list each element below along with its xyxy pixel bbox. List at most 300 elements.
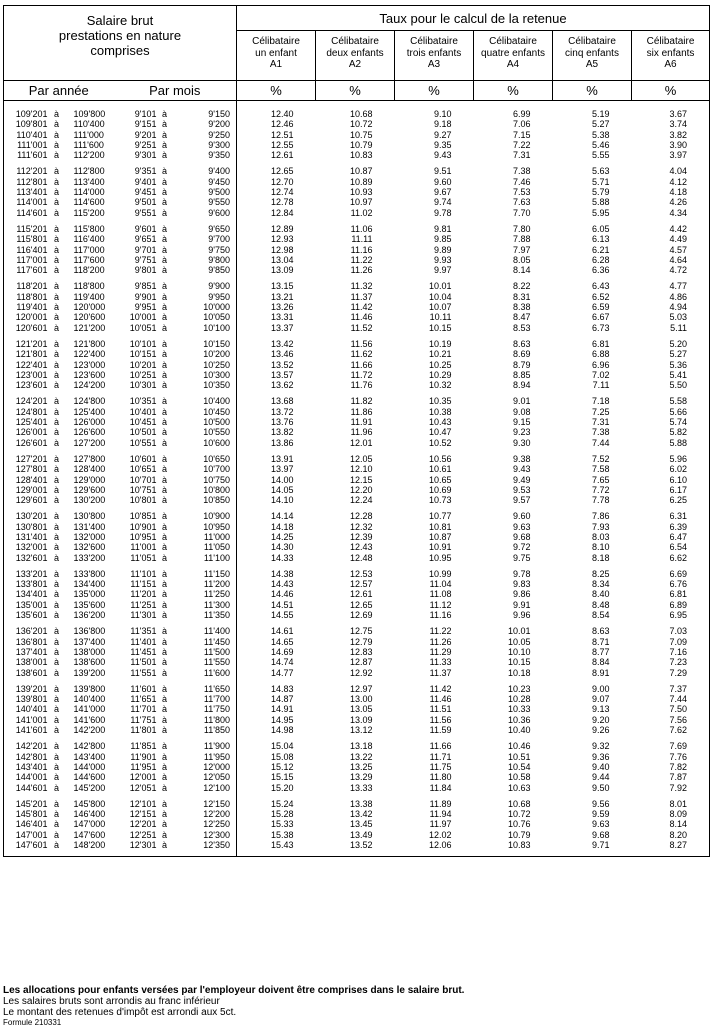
rate-a3: 11.80 bbox=[429, 772, 452, 783]
rate-a1: 14.05 bbox=[237, 485, 316, 495]
year-sep: à bbox=[53, 694, 59, 705]
month-to: 10'700 bbox=[203, 464, 230, 475]
year-from: 123'601 bbox=[15, 380, 48, 391]
year-from: 115'201 bbox=[16, 223, 48, 234]
rate-a2: 10.89 bbox=[349, 176, 373, 187]
year-from: 123'001 bbox=[15, 369, 48, 380]
rate-a4: 8.79 bbox=[512, 359, 531, 370]
rate-a5: 8.34 bbox=[591, 579, 610, 590]
rate-a4: 8.38 bbox=[512, 302, 531, 313]
rate-a3: 9.78 bbox=[433, 207, 452, 218]
year-from: 147'601 bbox=[15, 840, 48, 850]
month-to: 11'400 bbox=[203, 626, 230, 637]
rate-a5: 5.19 bbox=[591, 109, 610, 119]
year-to: 124'800 bbox=[73, 396, 106, 407]
rate-a2: 12.24 bbox=[349, 495, 373, 506]
table-row bbox=[4, 197, 710, 207]
year-sep: à bbox=[53, 511, 59, 522]
table-row bbox=[4, 704, 710, 714]
rate-header: Taux pour le calcul de la retenue bbox=[237, 6, 710, 31]
month-from: 9'551 bbox=[134, 207, 157, 218]
table-row bbox=[4, 464, 710, 474]
rate-a3: 9.43 bbox=[433, 150, 452, 161]
rate-a5: 5.79 bbox=[591, 187, 610, 198]
year-sep: à bbox=[53, 521, 59, 532]
year-to: 121'200 bbox=[73, 322, 106, 333]
rate-a3: 9.93 bbox=[433, 254, 452, 265]
rate-a2: 13.25 bbox=[349, 761, 373, 772]
table-row bbox=[4, 360, 710, 370]
year-sep: à bbox=[53, 359, 59, 370]
table-row bbox=[4, 177, 710, 187]
rate-a3: 9.97 bbox=[433, 265, 452, 276]
rate-a2: 12.87 bbox=[349, 657, 373, 668]
month-to: 11'150 bbox=[203, 568, 230, 579]
year-from: 138'601 bbox=[15, 667, 48, 678]
rate-a6: 6.76 bbox=[669, 579, 687, 590]
year-to: 127'200 bbox=[73, 437, 106, 448]
month-sep: à bbox=[161, 223, 167, 234]
column-header-a1 bbox=[237, 31, 316, 81]
month-sep: à bbox=[161, 281, 167, 292]
month-sep: à bbox=[161, 349, 167, 360]
rate-a6: 7.82 bbox=[669, 761, 687, 772]
month-from: 9'651 bbox=[134, 234, 157, 245]
year-to: 135'000 bbox=[73, 589, 106, 600]
year-to: 120'600 bbox=[73, 312, 106, 323]
unit-a4: % bbox=[474, 81, 553, 101]
year-from: 137'401 bbox=[15, 646, 48, 657]
table-row bbox=[4, 809, 710, 819]
rate-a3: 11.66 bbox=[429, 741, 452, 752]
table-row bbox=[4, 752, 710, 762]
rate-a2: 12.32 bbox=[349, 521, 373, 532]
month-to: 10'100 bbox=[203, 322, 230, 333]
rate-a4: 10.23 bbox=[507, 683, 531, 694]
year-to: 137'400 bbox=[73, 636, 106, 647]
rate-a3: 10.87 bbox=[428, 531, 452, 542]
year-from: 129'601 bbox=[15, 495, 48, 506]
month-sep: à bbox=[161, 819, 167, 830]
month-to: 10'050 bbox=[203, 312, 230, 323]
rate-a2: 10.87 bbox=[349, 166, 373, 177]
column-header-a3 bbox=[395, 31, 474, 81]
rate-a3: 10.07 bbox=[428, 302, 452, 313]
column-header-a5 bbox=[553, 31, 632, 81]
rate-a1: 13.31 bbox=[237, 312, 316, 322]
table-row bbox=[4, 715, 710, 725]
month-to: 12'200 bbox=[203, 809, 230, 820]
year-from: 113'401 bbox=[16, 187, 48, 198]
table-row bbox=[4, 485, 710, 495]
rate-a1: 14.69 bbox=[237, 647, 316, 657]
year-from: 116'401 bbox=[16, 244, 48, 255]
year-from: 127'201 bbox=[15, 453, 48, 464]
rate-a1: 13.97 bbox=[237, 464, 316, 474]
table-row bbox=[4, 819, 710, 829]
year-sep: à bbox=[53, 798, 59, 809]
rate-a3: 11.22 bbox=[429, 626, 452, 637]
rate-a6: 4.72 bbox=[669, 265, 687, 276]
rate-a5: 5.63 bbox=[591, 166, 610, 177]
rate-a3: 12.06 bbox=[428, 840, 452, 850]
rate-a3: 11.42 bbox=[429, 683, 452, 694]
rate-a5: 5.27 bbox=[591, 119, 610, 130]
year-to: 145'800 bbox=[73, 798, 106, 809]
year-sep: à bbox=[53, 139, 59, 150]
rate-a5: 5.55 bbox=[591, 150, 610, 161]
month-sep: à bbox=[161, 782, 167, 793]
rate-a3: 10.52 bbox=[428, 437, 452, 448]
year-from: 144'001 bbox=[15, 772, 48, 783]
month-to: 10'900 bbox=[203, 511, 230, 522]
year-from: 126'001 bbox=[15, 427, 48, 438]
rate-a5: 8.54 bbox=[591, 610, 610, 621]
month-from: 12'251 bbox=[129, 829, 157, 840]
month-from: 10'601 bbox=[129, 453, 157, 464]
year-sep: à bbox=[53, 349, 59, 360]
month-from: 10'301 bbox=[129, 380, 157, 391]
year-from: 124'201 bbox=[15, 396, 48, 407]
rate-a3: 10.43 bbox=[428, 417, 452, 428]
year-sep: à bbox=[53, 207, 59, 218]
year-to: 112'800 bbox=[73, 166, 105, 177]
rate-a6: 4.64 bbox=[669, 254, 687, 265]
year-from: 142'801 bbox=[15, 751, 48, 762]
year-from: 139'801 bbox=[15, 694, 48, 705]
table-row bbox=[4, 245, 710, 255]
rate-a6: 5.88 bbox=[669, 437, 687, 448]
rate-a3: 10.19 bbox=[428, 338, 452, 349]
rate-a4: 10.05 bbox=[507, 636, 531, 647]
month-from: 11'951 bbox=[130, 761, 157, 772]
rate-a6: 3.97 bbox=[669, 150, 687, 161]
rate-a4: 10.63 bbox=[507, 782, 531, 793]
year-sep: à bbox=[53, 474, 59, 485]
rate-a6: 4.94 bbox=[669, 302, 687, 313]
rate-a2: 12.53 bbox=[349, 568, 373, 579]
year-sep: à bbox=[53, 761, 59, 772]
period-header bbox=[4, 81, 237, 101]
year-sep: à bbox=[53, 599, 59, 610]
year-sep: à bbox=[53, 234, 59, 245]
table-row bbox=[4, 427, 710, 437]
month-to: 11'600 bbox=[203, 667, 230, 678]
rate-a4: 9.15 bbox=[512, 417, 531, 428]
year-to: 123'600 bbox=[73, 369, 106, 380]
year-from: 133'801 bbox=[15, 579, 48, 590]
table-row bbox=[4, 772, 710, 782]
month-to: 11'250 bbox=[203, 589, 230, 600]
rate-a1: 13.76 bbox=[237, 417, 316, 427]
month-from: 9'201 bbox=[134, 129, 157, 140]
month-to: 10'650 bbox=[203, 453, 230, 464]
rate-a5: 7.93 bbox=[591, 521, 610, 532]
year-from: 141'601 bbox=[15, 725, 48, 736]
month-sep: à bbox=[161, 380, 167, 391]
rate-a6: 8.14 bbox=[669, 819, 687, 830]
rate-a3: 11.26 bbox=[429, 636, 452, 647]
rate-a3: 9.51 bbox=[433, 166, 452, 177]
month-to: 9'150 bbox=[208, 109, 230, 119]
month-from: 12'201 bbox=[129, 819, 157, 830]
rate-a5: 5.38 bbox=[591, 129, 610, 140]
year-to: 145'200 bbox=[73, 782, 106, 793]
year-sep: à bbox=[53, 129, 59, 140]
rate-a1: 13.09 bbox=[237, 265, 316, 275]
rate-a4: 10.18 bbox=[507, 667, 531, 678]
rate-a6: 7.44 bbox=[669, 694, 687, 705]
rate-a2: 11.82 bbox=[350, 396, 373, 407]
rate-a5: 8.71 bbox=[591, 636, 610, 647]
year-sep: à bbox=[53, 531, 59, 542]
rate-a4: 10.40 bbox=[507, 725, 531, 736]
month-to: 10'300 bbox=[203, 369, 230, 380]
table-row bbox=[4, 647, 710, 657]
rate-a1: 14.77 bbox=[237, 668, 316, 678]
rate-a4: 7.22 bbox=[512, 139, 531, 150]
month-sep: à bbox=[161, 187, 167, 198]
year-to: 146'400 bbox=[73, 809, 106, 820]
table-row bbox=[4, 783, 710, 793]
month-sep: à bbox=[161, 599, 167, 610]
rate-a4: 8.31 bbox=[512, 291, 531, 302]
month-sep: à bbox=[161, 417, 167, 428]
rate-a6: 4.42 bbox=[669, 223, 687, 234]
month-from: 10'401 bbox=[129, 406, 157, 417]
rate-a3: 9.89 bbox=[433, 244, 452, 255]
rate-a2: 13.38 bbox=[349, 798, 373, 809]
year-to: 114'000 bbox=[73, 187, 105, 198]
rate-a6: 4.86 bbox=[669, 291, 687, 302]
rate-a5: 6.52 bbox=[591, 291, 610, 302]
year-to: 119'400 bbox=[73, 291, 105, 302]
month-to: 10'600 bbox=[203, 437, 230, 448]
year-sep: à bbox=[53, 646, 59, 657]
rate-a2: 10.75 bbox=[349, 129, 373, 140]
year-from: 145'801 bbox=[15, 809, 48, 820]
rate-a4: 7.80 bbox=[512, 223, 531, 234]
month-to: 9'300 bbox=[208, 139, 230, 150]
table-row bbox=[4, 626, 710, 636]
month-sep: à bbox=[161, 166, 167, 177]
rate-a1: 12.46 bbox=[237, 119, 316, 129]
rate-a4: 10.51 bbox=[507, 751, 531, 762]
rate-a2: 12.10 bbox=[349, 464, 373, 475]
year-sep: à bbox=[53, 829, 59, 840]
month-to: 9'350 bbox=[208, 150, 230, 161]
month-to: 10'450 bbox=[203, 406, 230, 417]
rate-a6: 7.50 bbox=[669, 704, 687, 715]
rate-a4: 7.06 bbox=[512, 119, 531, 130]
table-row bbox=[4, 637, 710, 647]
rate-a6: 4.77 bbox=[669, 281, 687, 292]
rate-a6: 5.50 bbox=[669, 380, 687, 391]
rate-a1: 12.98 bbox=[237, 245, 316, 255]
year-to: 141'000 bbox=[73, 704, 106, 715]
rate-a6: 8.27 bbox=[669, 840, 687, 850]
rate-a2: 11.26 bbox=[350, 265, 373, 276]
rate-a6: 4.57 bbox=[669, 244, 687, 255]
rate-a4: 10.54 bbox=[507, 761, 531, 772]
year-sep: à bbox=[53, 322, 59, 333]
month-to: 9'900 bbox=[208, 281, 230, 292]
year-from: 109'201 bbox=[15, 109, 48, 119]
rate-a4: 10.68 bbox=[507, 798, 531, 809]
rate-a3: 11.04 bbox=[429, 579, 452, 590]
year-sep: à bbox=[53, 725, 59, 736]
rate-a4: 9.83 bbox=[512, 579, 531, 590]
rate-a3: 11.08 bbox=[429, 589, 452, 600]
salary-header-line-2: prestations en nature bbox=[58, 28, 182, 43]
rate-a1: 13.62 bbox=[237, 380, 316, 390]
year-sep: à bbox=[53, 369, 59, 380]
month-from: 10'051 bbox=[129, 322, 157, 333]
year-from: 115'801 bbox=[16, 234, 48, 245]
year-to: 133'800 bbox=[73, 568, 106, 579]
rate-a6: 5.36 bbox=[669, 359, 687, 370]
month-to: 11'950 bbox=[203, 751, 230, 762]
month-from: 9'851 bbox=[134, 281, 157, 292]
year-from: 135'001 bbox=[15, 599, 48, 610]
month-from: 9'901 bbox=[134, 291, 157, 302]
rate-a1: 14.46 bbox=[237, 589, 316, 599]
rate-a5: 6.88 bbox=[591, 349, 610, 360]
rate-a1: 13.57 bbox=[237, 370, 316, 380]
month-sep: à bbox=[161, 119, 167, 130]
month-sep: à bbox=[161, 579, 167, 590]
rate-a6: 6.10 bbox=[669, 474, 687, 485]
month-sep: à bbox=[161, 176, 167, 187]
table-row bbox=[4, 610, 710, 620]
column-header-a2 bbox=[316, 31, 395, 81]
rate-a5: 7.78 bbox=[591, 495, 610, 506]
year-to: 148'200 bbox=[73, 840, 106, 850]
year-from: 127'801 bbox=[15, 464, 48, 475]
month-to: 9'250 bbox=[208, 129, 230, 140]
rate-a2: 11.66 bbox=[350, 359, 373, 370]
rate-a5: 8.77 bbox=[591, 646, 610, 657]
column-header-line: cinq enfants bbox=[565, 47, 619, 59]
rate-a2: 11.42 bbox=[350, 302, 373, 313]
column-header-line: Célibataire bbox=[489, 36, 537, 47]
rate-a6: 7.03 bbox=[669, 626, 687, 637]
rate-a5: 6.28 bbox=[591, 254, 610, 265]
salary-header bbox=[4, 6, 237, 81]
year-from: 117'601 bbox=[16, 265, 48, 276]
rate-a4: 9.60 bbox=[512, 511, 531, 522]
table-row bbox=[4, 302, 710, 312]
month-to: 10'150 bbox=[203, 338, 230, 349]
rate-a3: 10.01 bbox=[428, 281, 452, 292]
month-to: 11'450 bbox=[203, 636, 230, 647]
rate-a1: 14.00 bbox=[237, 475, 316, 485]
year-sep: à bbox=[53, 312, 59, 323]
month-sep: à bbox=[161, 798, 167, 809]
rate-a2: 10.93 bbox=[349, 187, 373, 198]
month-from: 10'201 bbox=[129, 359, 157, 370]
rate-a3: 10.25 bbox=[428, 359, 452, 370]
rate-a6: 4.49 bbox=[669, 234, 687, 245]
year-to: 111'000 bbox=[73, 129, 104, 140]
year-from: 146'401 bbox=[15, 819, 48, 830]
year-to: 139'800 bbox=[73, 683, 106, 694]
year-sep: à bbox=[53, 484, 59, 495]
year-from: 112'201 bbox=[16, 166, 48, 177]
rate-a1: 12.89 bbox=[237, 224, 316, 234]
year-to: 125'400 bbox=[73, 406, 106, 417]
year-to: 113'400 bbox=[73, 176, 105, 187]
year-from: 125'401 bbox=[15, 417, 48, 428]
table-row bbox=[4, 208, 710, 218]
month-to: 12'100 bbox=[203, 782, 230, 793]
column-header-line: trois enfants bbox=[406, 47, 462, 59]
rate-a3: 11.59 bbox=[429, 725, 452, 736]
rate-a5: 6.05 bbox=[591, 223, 610, 234]
year-to: 111'600 bbox=[73, 139, 104, 150]
table-row bbox=[4, 830, 710, 840]
year-sep: à bbox=[53, 579, 59, 590]
table-row bbox=[4, 187, 710, 197]
rate-a2: 12.65 bbox=[349, 599, 373, 610]
rate-a6: 6.69 bbox=[669, 568, 687, 579]
year-from: 120'601 bbox=[15, 322, 48, 333]
rate-a3: 10.99 bbox=[428, 568, 452, 579]
month-sep: à bbox=[161, 474, 167, 485]
rate-a4: 9.86 bbox=[512, 589, 531, 600]
rate-a3: 10.56 bbox=[428, 453, 452, 464]
rate-a5: 8.25 bbox=[591, 568, 610, 579]
year-from: 129'001 bbox=[15, 484, 48, 495]
table-row bbox=[4, 694, 710, 704]
month-from: 9'301 bbox=[134, 150, 157, 161]
table-row bbox=[4, 101, 710, 119]
month-from: 10'001 bbox=[129, 312, 157, 323]
rate-a5: 9.20 bbox=[591, 714, 610, 725]
rate-a3: 10.61 bbox=[428, 464, 452, 475]
rate-a4: 8.14 bbox=[512, 265, 531, 276]
month-to: 9'950 bbox=[208, 291, 230, 302]
rate-a1: 14.83 bbox=[237, 684, 316, 694]
rate-a6: 6.39 bbox=[669, 521, 687, 532]
rate-a2: 12.28 bbox=[349, 511, 373, 522]
year-sep: à bbox=[53, 751, 59, 762]
rate-a4: 7.97 bbox=[512, 244, 531, 255]
month-to: 9'700 bbox=[208, 234, 230, 245]
rate-a3: 11.84 bbox=[429, 782, 452, 793]
rate-a5: 6.36 bbox=[591, 265, 610, 276]
year-sep: à bbox=[53, 119, 59, 130]
month-sep: à bbox=[161, 109, 167, 119]
year-sep: à bbox=[53, 542, 59, 553]
month-from: 11'151 bbox=[130, 579, 157, 590]
rate-a3: 10.73 bbox=[428, 495, 452, 506]
month-sep: à bbox=[161, 741, 167, 752]
year-to: 142'800 bbox=[73, 741, 106, 752]
month-to: 11'750 bbox=[203, 704, 230, 715]
rate-a6: 5.27 bbox=[669, 349, 687, 360]
rate-a1: 14.95 bbox=[237, 715, 316, 725]
rate-a4: 7.70 bbox=[512, 207, 531, 218]
month-sep: à bbox=[161, 437, 167, 448]
year-sep: à bbox=[53, 819, 59, 830]
year-sep: à bbox=[53, 552, 59, 563]
rate-a2: 10.72 bbox=[349, 119, 373, 130]
table-row bbox=[4, 495, 710, 505]
month-sep: à bbox=[161, 338, 167, 349]
month-from: 10'151 bbox=[129, 349, 157, 360]
rate-a4: 8.22 bbox=[512, 281, 531, 292]
